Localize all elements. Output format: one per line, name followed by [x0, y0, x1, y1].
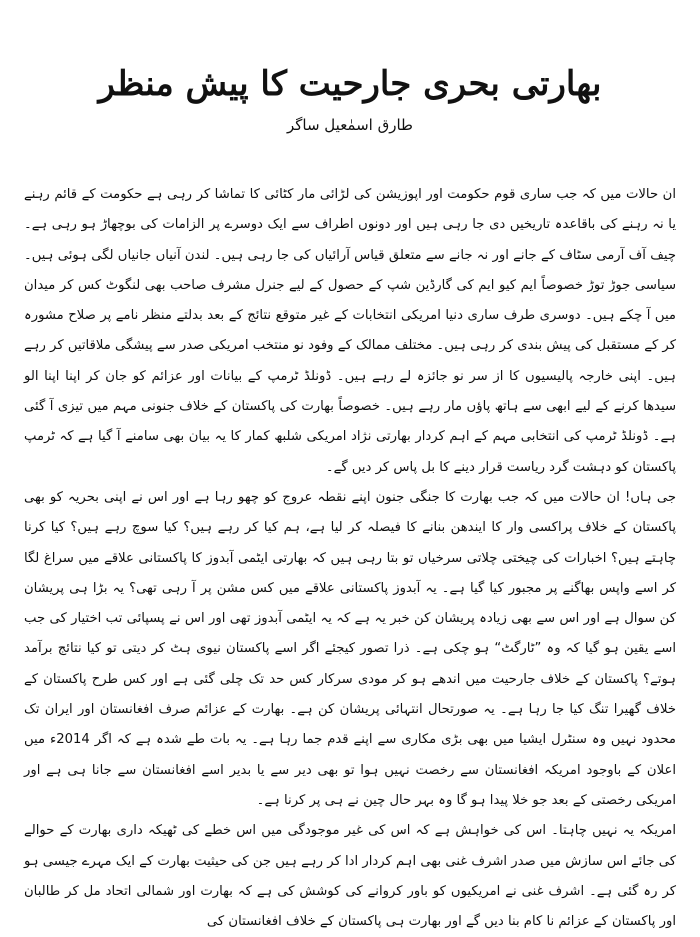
- paragraph-2: جی ہاں! ان حالات میں کہ جب بھارت کا جنگی جنون اپنے نقطہ عروج کو چھو رہا ہے اور اس نے اپنی بحریہ کو بھی پاکستان کے خلاف پراکسی وار کا ایندھن بنانے کا فیصلہ کر لیا ہے، ہم کیا کر رہے ہیں؟ کیا سوچ رہے ہیں؟ کیا کرنا چاہتے ہیں؟ اخبارات کی چیختی چلاتی سرخیاں تو بتا رہی ہیں کہ بھارتی ایٹمی آبدوز کا پاکستانی علاقے میں سراغ لگا کر اسے واپس بھاگنے پر مجبور کیا گیا ہے۔ یہ آبدوز پاکستانی علاقے میں کس مشن پر آ رہی تھی؟ یہ بڑا ہی پریشان کن سوال ہے اور اس سے بھی زیادہ پریشان کن خبر یہ ہے کہ یہ ایٹمی آبدوز تھی اور اس نے پسپائی تب اختیار کی جب اسے یقین ہو گیا کہ وہ ”ٹارگٹ“ ہو چکی ہے۔ ذرا تصور کیجئے اگر اسے پاکستان نیوی ہٹ کر دیتی تو کیا نتائج برآمد ہوتے؟ پاکستان کے خلاف جارحیت میں اندھے ہو کر مودی سرکار کس حد تک چلی گئی ہے اور کس طرح پاکستان کے خلاف گھیرا تنگ کیا جا رہا ہے۔ یہ صورتحال انتہائی پریشان کن ہے۔ بھارت کے عزائم صرف افغانستان اور ایران تک محدود نہیں وہ سنٹرل ایشیا میں بھی بڑی مکاری سے اپنے قدم جما رہا ہے۔ یہ بات طے شدہ ہے کہ اگر 2014ء میں اعلان کے باوجود امریکہ افغانستان سے رخصت نہیں ہوا تو بھی دیر سے یا بدیر اسے افغانستان سے جانا ہی ہے اور امریکی رخصتی کے بعد جو خلا پیدا ہو گا وہ بہر حال چین نے ہی پر کرنا ہے۔: [24, 489, 676, 808]
- paragraph-3: امریکہ یہ نہیں چاہتا۔ اس کی خواہش ہے کہ اس کی غیر موجودگی میں اس خطے کی ٹھیکہ داری بھارت کے حوالے کی جائے اس سازش میں صدر اشرف غنی بھی اہم کردار ادا کر رہے ہیں جن کی حیثیت بھارت کے ایک مہرے جیسی ہو کر رہ گئی ہے۔ اشرف غنی نے امریکیوں کو باور کروانے کی کوشش کی ہے کہ بھارت اور شمالی اتحاد مل کر طالبان اور پاکستان کے عزائم نا کام بنا دیں گے اور بھارت ہی پاکستان کے خلاف افغانستان کی: [24, 823, 676, 930]
- article-title: بھارتی بحری جارحیت کا پیش منظر: [98, 64, 602, 104]
- paragraph-1: ان حالات میں کہ جب ساری قوم حکومت اور اپوزیشن کی لڑائی مار کٹائی کا تماشا کر رہی ہے حکومت کے قائم رہنے یا نہ رہنے کی باقاعدہ تاریخیں دی جا رہی ہیں اور دونوں اطراف سے ایک دوسرے پر الزامات کی بوچھاڑ ہو رہی ہے۔ چیف آف آرمی سٹاف کے جانے اور نہ جانے سے متعلق قیاس آرائیاں کی جا رہی ہیں۔ لندن آنیاں جانیاں لگی ہوئی ہیں۔ سیاسی جوڑ توڑ خصوصاً ایم کیو ایم کی گارڈین شپ کے حصول کے لیے جنرل مشرف صاحب بھی لنگوٹ کس کر میدان میں آ چکے ہیں۔ دوسری طرف ساری دنیا امریکی انتخابات کے غیر متوقع نتائج کے بعد بدلتے منظر نامے پر صلاح مشورہ کر کے مستقبل کی پیش بندی کر رہی ہیں۔ مختلف ممالک کے وفود نو منتخب امریکی صدر سے پیشگی ملاقاتیں کر رہے ہیں۔ اپنی خارجہ پالیسیوں کا از سر نو جائزہ لے رہے ہیں۔ ڈونلڈ ٹرمپ کے بیانات اور عزائم کو جان کر اپنا اپنا الو سیدھا کرنے کے لیے ابھی سے ہاتھ پاؤں مار رہے ہیں۔ خصوصاً بھارت کی پاکستان کے خلاف جنونی مہم میں تیزی آ گئی ہے۔ ڈونلڈ ٹرمپ کی انتخابی مہم کے اہم کردار بھارتی نژاد امریکی شلبھ کمار کا یہ بیان بھی سامنے آ گیا ہے کہ ٹرمپ پاکستان کو دہشت گرد ریاست قرار دینے کا بل پاس کر دیں گے۔: [24, 187, 676, 475]
- article-author: طارق اسمٰعیل ساگر: [286, 116, 413, 134]
- article-body: [24, 180, 676, 937]
